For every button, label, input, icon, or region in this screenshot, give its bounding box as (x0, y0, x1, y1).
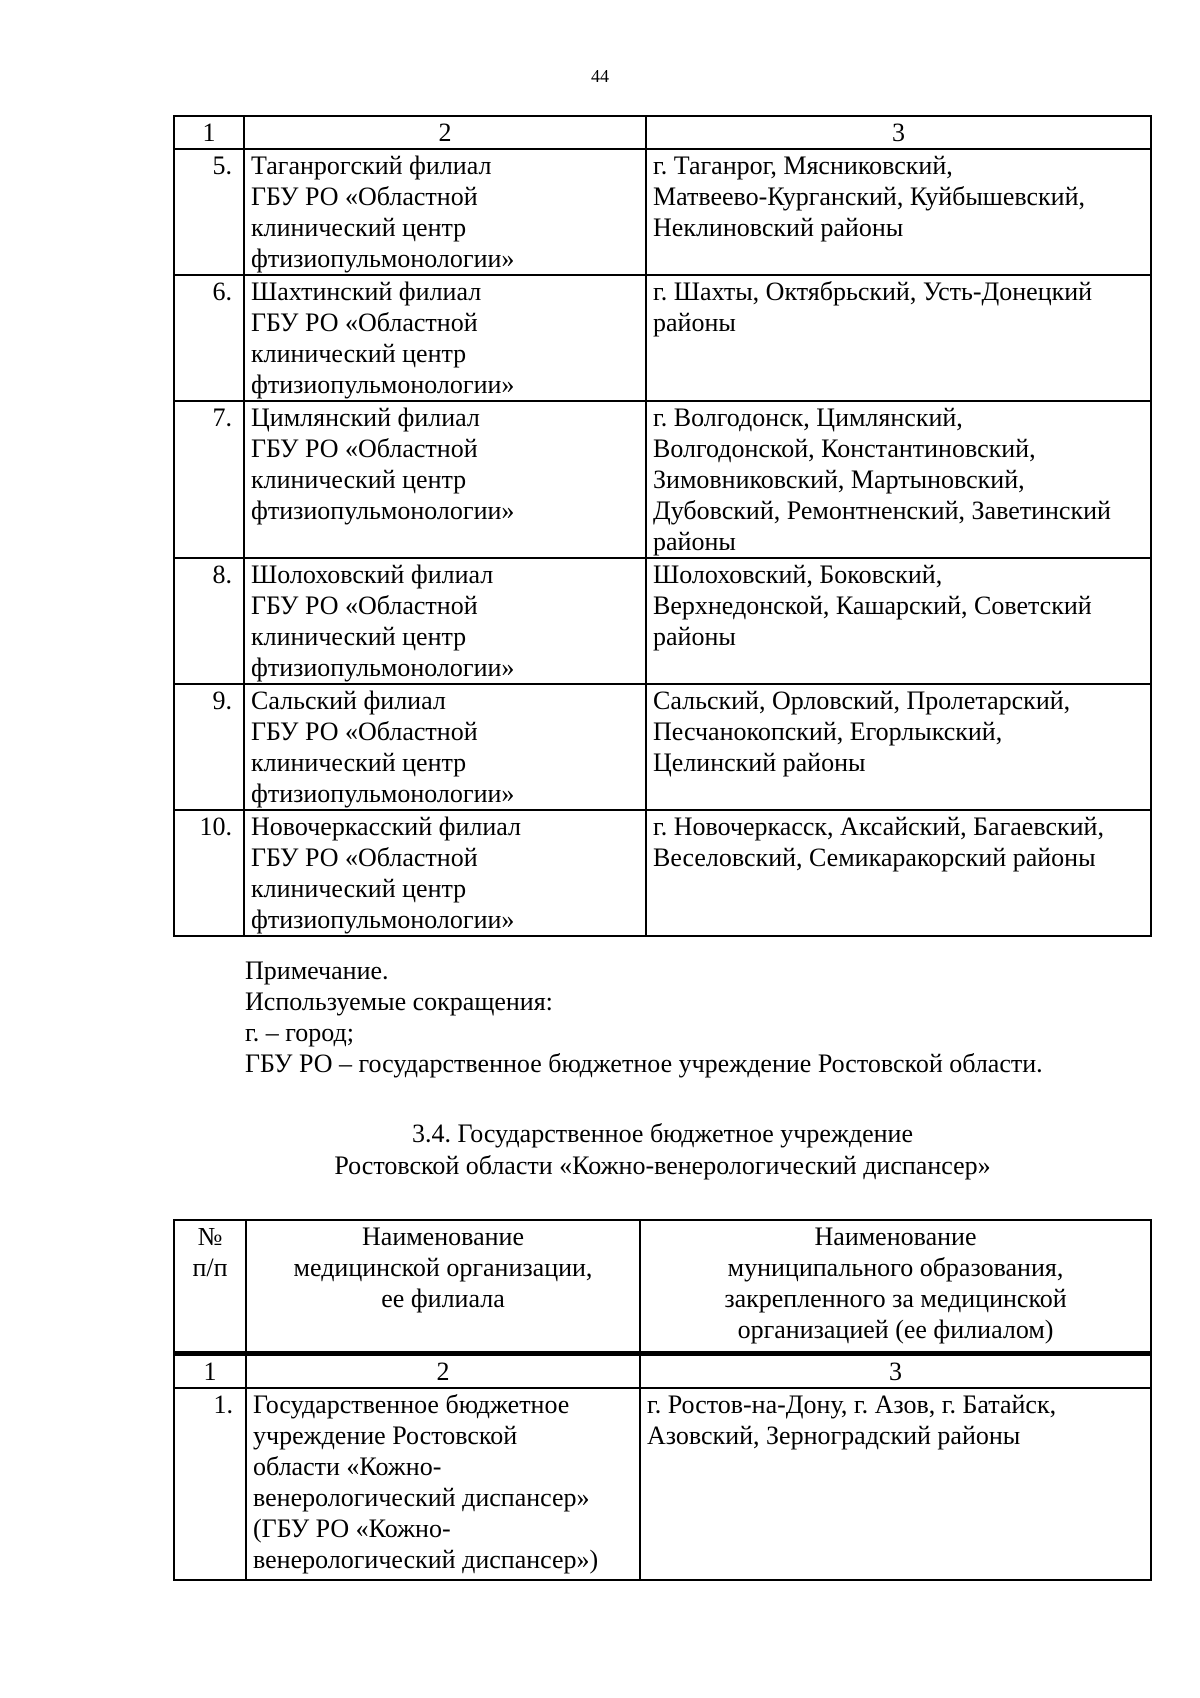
column-number-cell: 3 (646, 116, 1151, 149)
organization-name: Цимлянский филиал ГБУ РО «Областной клинический центр фтизиопульмонологии» (244, 401, 646, 558)
municipal-area: г. Ростов-на-Дону, г. Азов, г. Батайск, Азовский, Зерноградский районы (640, 1388, 1151, 1580)
row-number: 1. (174, 1388, 246, 1580)
table-row (174, 810, 1151, 936)
municipal-area: г. Шахты, Октябрьский, Усть-Донецкий районы (646, 275, 1151, 401)
municipal-area: Сальский, Орловский, Пролетарский, Песчанокопский, Егорлыкский, Целинский районы (646, 684, 1151, 810)
abbreviations-note: Примечание. Используемые сокращения: г. – город; ГБУ РО – государственное бюджетное учреждение Ростовской области. (245, 956, 1043, 1078)
row-number: 9. (174, 684, 244, 810)
municipal-area: г. Новочеркасск, Аксайский, Багаевский, Веселовский, Семикаракорский районы (646, 810, 1151, 936)
row-number: 5. (174, 149, 244, 275)
column-number-cell: 2 (244, 116, 646, 149)
table-header-row (174, 1220, 1151, 1354)
page-number: 44 (591, 66, 609, 86)
table-row (174, 401, 1151, 558)
column-numbers-row (174, 116, 1151, 149)
section-heading: 3.4. Государственное бюджетное учреждение Ростовской области «Кожно-венерологический диспансер» (334, 1119, 991, 1180)
table-row (174, 1388, 1151, 1580)
column-header-municipality: Наименование муниципального образования, закрепленного за медицинской организацией (ее филиалом) (640, 1220, 1151, 1354)
dermatovenerology-dispensary-table (173, 1219, 1152, 1581)
row-number: 10. (174, 810, 244, 936)
municipal-area: г. Волгодонск, Цимлянский, Волгодонской, Константиновский, Зимовниковский, Мартыновский, Дубовский, Ремонтненский, Заветинский районы (646, 401, 1151, 558)
table-row (174, 558, 1151, 684)
organization-name: Таганрогский филиал ГБУ РО «Областной клинический центр фтизиопульмонологии» (244, 149, 646, 275)
table-row (174, 684, 1151, 810)
organization-name: Шолоховский филиал ГБУ РО «Областной клинический центр фтизиопульмонологии» (244, 558, 646, 684)
table-row (174, 275, 1151, 401)
row-number: 8. (174, 558, 244, 684)
column-header-organization: Наименование медицинской организации, ее филиала (246, 1220, 640, 1354)
column-number-cell: 1 (174, 1354, 246, 1389)
column-number-cell: 1 (174, 116, 244, 149)
column-number-cell: 3 (640, 1354, 1151, 1389)
table-row (174, 149, 1151, 275)
organization-name: Государственное бюджетное учреждение Ростовской области «Кожно- венерологический диспансер» (ГБУ РО «Кожно- венерологический диспансер») (246, 1388, 640, 1580)
row-number: 7. (174, 401, 244, 558)
organization-name: Сальский филиал ГБУ РО «Областной клинический центр фтизиопульмонологии» (244, 684, 646, 810)
municipal-area: г. Таганрог, Мясниковский, Матвеево-Курганский, Куйбышевский, Неклиновский районы (646, 149, 1151, 275)
organization-name: Новочеркасский филиал ГБУ РО «Областной клинический центр фтизиопульмонологии» (244, 810, 646, 936)
row-number: 6. (174, 275, 244, 401)
organization-name: Шахтинский филиал ГБУ РО «Областной клинический центр фтизиопульмонологии» (244, 275, 646, 401)
municipal-area: Шолоховский, Боковский, Верхнедонской, Кашарский, Советский районы (646, 558, 1151, 684)
branches-table-continued (173, 115, 1152, 937)
column-number-cell: 2 (246, 1354, 640, 1389)
column-header-number: № п/п (174, 1220, 246, 1354)
column-numbers-row (174, 1354, 1151, 1389)
